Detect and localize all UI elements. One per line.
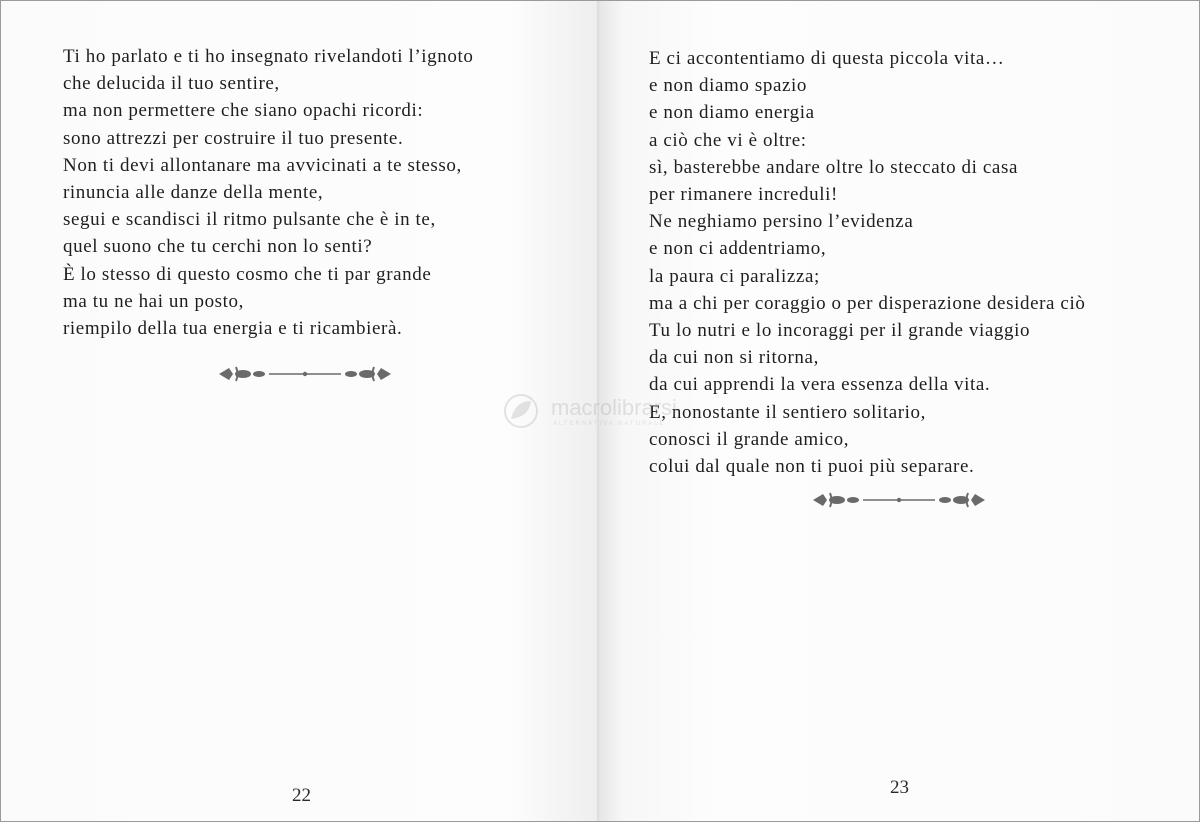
poem-line: la paura ci paralizza; (649, 265, 820, 287)
watermark-brand: macrolibrarsi (551, 395, 677, 420)
poem-line: Non ti devi allontanare ma avvicinati a te stesso, (63, 154, 462, 176)
page-number: 22 (292, 785, 311, 806)
poem-line: conosci il grande amico, (649, 428, 850, 450)
poem-line: sono attrezzi per costruire il tuo presente. (63, 127, 404, 149)
poem-line: ma a chi per coraggio o per disperazione desidera ciò (649, 292, 1086, 314)
right-poem (649, 45, 1085, 480)
left-poem (63, 43, 473, 342)
poem-line: e non diamo spazio (649, 75, 808, 97)
poem-line: da cui non si ritorna, (649, 347, 819, 369)
poem-line: colui dal quale non ti puoi più separare. (649, 456, 975, 478)
poem-line: e non diamo energia (649, 102, 815, 124)
poem-line: quel suono che tu cerchi non lo senti? (63, 236, 373, 258)
watermark-tagline: ALTERNATIVA NATURALE (553, 421, 666, 427)
poem-line: Ti ho parlato e ti ho insegnato rivelandoti l’ignoto (63, 46, 474, 67)
poem-line: segui e scandisci il ritmo pulsante che è in te, (63, 209, 436, 231)
poem-line: Tu lo nutri e lo incoraggi per il grande viaggio (649, 320, 1031, 342)
poem-line: rinuncia alle danze della mente, (63, 182, 324, 204)
poem-line: riempilo della tua energia e ti ricambierà. (63, 318, 403, 340)
flourish-divider-icon (217, 363, 393, 385)
flourish-divider-icon (811, 489, 987, 511)
page-number: 23 (890, 777, 909, 798)
poem-line: e non ci addentriamo, (649, 238, 827, 260)
poem-line: che delucida il tuo sentire, (63, 73, 280, 95)
poem-line: per rimanere increduli! (649, 184, 838, 206)
poem-line: a ciò che vi è oltre: (649, 129, 807, 151)
leaf-logo-icon (501, 391, 541, 431)
poem-line: sì, basterebbe andare oltre lo steccato di casa (649, 156, 1018, 178)
watermark (501, 391, 691, 435)
poem-line: da cui apprendi la vera essenza della vita. (649, 374, 991, 396)
poem-line: ma tu ne hai un posto, (63, 290, 245, 312)
poem-line: E, nonostante il sentiero solitario, (649, 401, 926, 423)
poem-line: È lo stesso di questo cosmo che ti par grande (63, 263, 432, 285)
poem-line: E ci accontentiamo di questa piccola vita… (649, 48, 1005, 69)
poem-line: Ne neghiamo persino l’evidenza (649, 211, 914, 233)
poem-line: ma non permettere che siano opachi ricordi: (63, 100, 424, 122)
